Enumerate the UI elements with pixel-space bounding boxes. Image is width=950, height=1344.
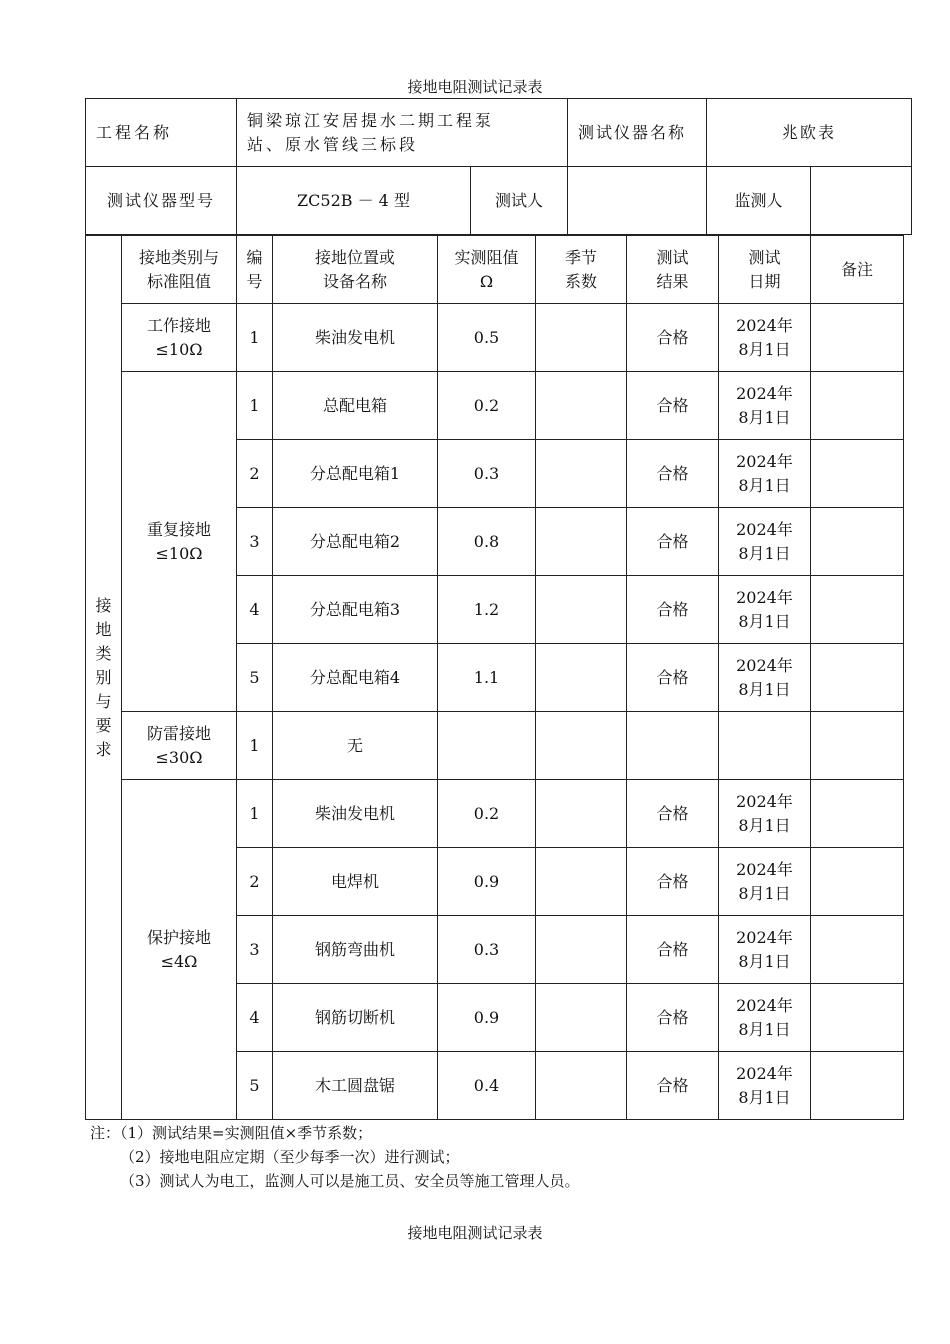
date-line: 8月1日 — [738, 951, 791, 971]
date-line: 8月1日 — [738, 611, 791, 631]
note-line-2: （2）接地电阻应定期（至少每季一次）进行测试； — [120, 1148, 460, 1166]
num-cell: 2 — [237, 440, 273, 508]
col-header-date-line2: 日期 — [748, 271, 781, 291]
date-line: 8月1日 — [738, 475, 791, 495]
date-line: 2024年 — [736, 587, 793, 607]
date-line: 8月1日 — [738, 679, 791, 699]
remark-cell — [811, 440, 904, 508]
side-label-char: 与 — [95, 691, 112, 711]
num-cell: 1 — [237, 780, 273, 848]
result-cell: 合格 — [627, 576, 719, 644]
category-line: ≤4Ω — [160, 951, 198, 971]
date-line: 2024年 — [736, 859, 793, 879]
col-header-result — [627, 236, 719, 304]
date-line: 8月1日 — [738, 883, 791, 903]
location-cell: 分总配电箱4 — [273, 644, 438, 712]
date-line: 8月1日 — [738, 543, 791, 563]
date-cell — [719, 304, 811, 372]
date-line: 8月1日 — [738, 407, 791, 427]
col-header-season — [536, 236, 627, 304]
side-label-char: 类 — [95, 643, 112, 663]
date-cell — [719, 984, 811, 1052]
season-cell — [536, 916, 627, 984]
col-header-date-line1: 测试 — [748, 247, 781, 267]
num-cell: 5 — [237, 644, 273, 712]
remark-cell — [811, 712, 904, 780]
remark-cell — [811, 848, 904, 916]
col-header-remark: 备注 — [811, 236, 904, 304]
date-line: 2024年 — [736, 1063, 793, 1083]
location-cell: 木工圆盘锯 — [273, 1052, 438, 1120]
season-cell — [536, 304, 627, 372]
resistance-cell: 0.9 — [438, 848, 536, 916]
grounding-table — [85, 235, 904, 1120]
instrument-name-label: 测试仪器名称 — [568, 99, 707, 167]
remark-cell — [811, 984, 904, 1052]
col-header-resistance — [438, 236, 536, 304]
date-line: 8月1日 — [738, 1019, 791, 1039]
category-cell — [122, 372, 237, 712]
side-label-cell — [86, 236, 122, 1120]
project-name-line1: 铜梁琼江安居提水二期工程泵 — [247, 110, 495, 130]
col-header-season-line2: 系数 — [564, 271, 597, 291]
remark-cell — [811, 780, 904, 848]
num-cell: 5 — [237, 1052, 273, 1120]
result-cell — [627, 712, 719, 780]
col-header-location-line1: 接地位置或 — [314, 247, 395, 267]
footer-title: 接地电阻测试记录表 — [407, 1224, 543, 1242]
category-line: ≤10Ω — [155, 543, 203, 563]
table-row — [86, 780, 904, 848]
date-cell — [719, 848, 811, 916]
resistance-cell: 1.2 — [438, 576, 536, 644]
season-cell — [536, 644, 627, 712]
location-cell: 无 — [273, 712, 438, 780]
date-cell — [719, 372, 811, 440]
category-cell — [122, 712, 237, 780]
resistance-cell: 0.3 — [438, 916, 536, 984]
num-cell: 4 — [237, 576, 273, 644]
category-line: 工作接地 — [146, 315, 211, 335]
date-line: 8月1日 — [738, 339, 791, 359]
table-row — [86, 372, 904, 440]
note-line-3: （3）测试人为电工，监测人可以是施工员、安全员等施工管理人员。 — [120, 1172, 580, 1190]
note-line-1: 注：（1）测试结果=实测阻值×季节系数； — [90, 1124, 373, 1142]
side-label-char: 求 — [95, 739, 112, 759]
season-cell — [536, 984, 627, 1052]
result-cell: 合格 — [627, 984, 719, 1052]
resistance-cell: 0.8 — [438, 508, 536, 576]
monitor-label: 监测人 — [707, 167, 811, 235]
season-cell — [536, 508, 627, 576]
location-cell: 柴油发电机 — [273, 304, 438, 372]
instrument-model-label: 测试仪器型号 — [86, 167, 237, 235]
result-cell: 合格 — [627, 1052, 719, 1120]
num-cell: 1 — [237, 372, 273, 440]
season-cell — [536, 1052, 627, 1120]
category-line: 重复接地 — [146, 519, 211, 539]
date-line: 2024年 — [736, 791, 793, 811]
table-row — [86, 304, 904, 372]
num-cell: 4 — [237, 984, 273, 1052]
side-label-char: 接 — [95, 595, 112, 615]
location-cell: 总配电箱 — [273, 372, 438, 440]
date-line: 2024年 — [736, 927, 793, 947]
date-line: 8月1日 — [738, 815, 791, 835]
date-cell — [719, 916, 811, 984]
project-name-line2: 站、原水管线三标段 — [247, 134, 419, 154]
remark-cell — [811, 372, 904, 440]
resistance-cell: 0.3 — [438, 440, 536, 508]
remark-cell — [811, 1052, 904, 1120]
table-row — [86, 712, 904, 780]
col-header-category — [122, 236, 237, 304]
project-name-value — [237, 99, 568, 167]
remark-cell — [811, 304, 904, 372]
col-header-season-line1: 季节 — [564, 247, 597, 267]
category-line: 防雷接地 — [146, 723, 211, 743]
category-line: ≤30Ω — [155, 747, 203, 767]
resistance-cell: 0.2 — [438, 780, 536, 848]
location-cell: 柴油发电机 — [273, 780, 438, 848]
date-line: 2024年 — [736, 315, 793, 335]
tester-label: 测试人 — [471, 167, 568, 235]
resistance-cell: 1.1 — [438, 644, 536, 712]
season-cell — [536, 372, 627, 440]
project-name-label: 工程名称 — [86, 99, 237, 167]
season-cell — [536, 712, 627, 780]
resistance-cell: 0.4 — [438, 1052, 536, 1120]
category-cell — [122, 304, 237, 372]
resistance-cell — [438, 712, 536, 780]
result-cell: 合格 — [627, 440, 719, 508]
col-header-date — [719, 236, 811, 304]
monitor-value[interactable] — [811, 167, 912, 235]
instrument-model-value: ZC52B － 4 型 — [237, 167, 471, 235]
col-header-resistance-line2: Ω — [479, 271, 494, 291]
date-cell — [719, 508, 811, 576]
date-line: 2024年 — [736, 383, 793, 403]
instrument-name-value: 兆欧表 — [707, 99, 912, 167]
col-header-location-line2: 设备名称 — [322, 271, 387, 291]
col-header-category-line2: 标准阻值 — [146, 271, 211, 291]
date-cell — [719, 1052, 811, 1120]
category-cell — [122, 780, 237, 1120]
location-cell: 分总配电箱2 — [273, 508, 438, 576]
resistance-cell: 0.9 — [438, 984, 536, 1052]
col-header-num — [237, 236, 273, 304]
num-cell: 3 — [237, 916, 273, 984]
location-cell: 分总配电箱1 — [273, 440, 438, 508]
date-line: 2024年 — [736, 519, 793, 539]
col-header-result-line1: 测试 — [656, 247, 689, 267]
date-line: 2024年 — [736, 451, 793, 471]
location-cell: 分总配电箱3 — [273, 576, 438, 644]
date-cell — [719, 780, 811, 848]
date-cell — [719, 576, 811, 644]
notes — [90, 1121, 580, 1193]
side-label-char: 要 — [95, 715, 112, 735]
date-cell — [719, 644, 811, 712]
location-cell: 钢筋弯曲机 — [273, 916, 438, 984]
col-header-resistance-line1: 实测阻值 — [454, 247, 519, 267]
num-cell: 2 — [237, 848, 273, 916]
remark-cell — [811, 644, 904, 712]
location-cell: 电焊机 — [273, 848, 438, 916]
result-cell: 合格 — [627, 508, 719, 576]
date-cell — [719, 712, 811, 780]
date-cell — [719, 440, 811, 508]
location-cell: 钢筋切断机 — [273, 984, 438, 1052]
result-cell: 合格 — [627, 916, 719, 984]
side-label-char: 别 — [95, 667, 112, 687]
resistance-cell: 0.2 — [438, 372, 536, 440]
season-cell — [536, 440, 627, 508]
date-line: 2024年 — [736, 655, 793, 675]
date-line: 2024年 — [736, 995, 793, 1015]
resistance-cell: 0.5 — [438, 304, 536, 372]
num-cell: 3 — [237, 508, 273, 576]
remark-cell — [811, 916, 904, 984]
remark-cell — [811, 576, 904, 644]
result-cell: 合格 — [627, 644, 719, 712]
header-table — [85, 98, 912, 235]
category-line: ≤10Ω — [155, 339, 203, 359]
season-cell — [536, 780, 627, 848]
season-cell — [536, 848, 627, 916]
result-cell: 合格 — [627, 780, 719, 848]
remark-cell — [811, 508, 904, 576]
document-title: 接地电阻测试记录表 — [407, 78, 543, 96]
num-cell: 1 — [237, 712, 273, 780]
num-cell: 1 — [237, 304, 273, 372]
season-cell — [536, 576, 627, 644]
result-cell: 合格 — [627, 372, 719, 440]
col-header-result-line2: 结果 — [656, 271, 689, 291]
result-cell: 合格 — [627, 848, 719, 916]
col-header-location — [273, 236, 438, 304]
col-header-category-line1: 接地类别与 — [138, 247, 219, 267]
col-header-num-line1: 编 — [246, 247, 263, 267]
side-label-char: 地 — [95, 619, 112, 639]
date-line: 8月1日 — [738, 1087, 791, 1107]
col-header-num-line2: 号 — [246, 271, 263, 291]
result-cell: 合格 — [627, 304, 719, 372]
tester-value[interactable] — [568, 167, 707, 235]
category-line: 保护接地 — [146, 927, 211, 947]
